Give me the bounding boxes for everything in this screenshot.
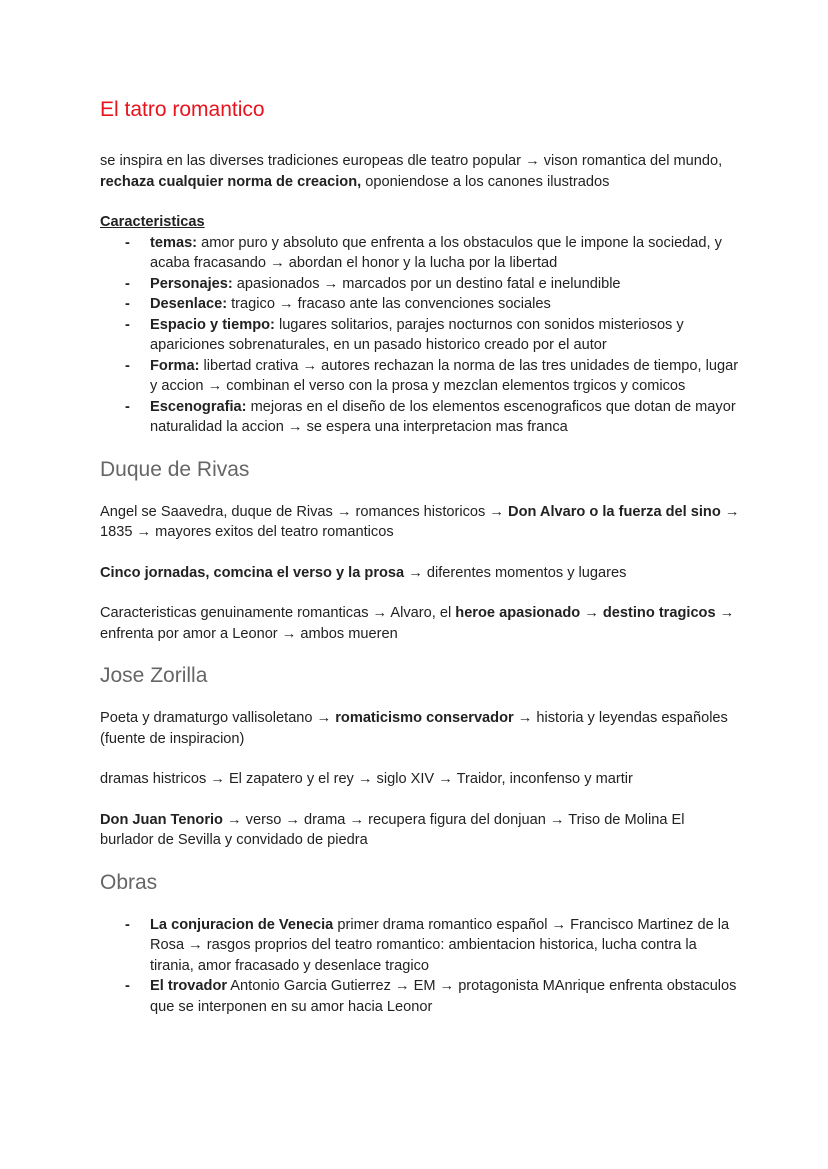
list-item (100, 274, 740, 295)
intro-text-1: se inspira en las diverses tradiciones europeas dle teatro popular → vison romantica del mundo, (100, 153, 723, 169)
zorilla-text-3: → verso → drama → recupera figura del donjuan → Triso de Molina El burlador de Sevilla y convidado de piedra (100, 811, 685, 848)
zorilla-paragraph-3 (100, 810, 740, 851)
dash-bullet: - (125, 234, 130, 251)
dash-bullet: - (125, 357, 130, 374)
section-heading-zorilla: Jose Zorilla (100, 664, 208, 687)
item-label: La conjuracion de Venecia (150, 916, 334, 933)
rivas-bold-4: destino tragicos (602, 605, 716, 621)
intro-text-2: oponiendose a los canones ilustrados (361, 173, 610, 190)
rivas-paragraph-1 (100, 502, 740, 543)
rivas-text-2: → 1835 → mayores exitos del teatro romanticos (100, 503, 740, 540)
caracteristicas-list (100, 233, 740, 438)
item-label: Forma: (150, 357, 200, 374)
zorilla-paragraph-2: dramas histricos → El zapatero y el rey → siglo XIV → Traidor, inconfenso y martir (100, 771, 633, 787)
rivas-text-1: Angel se Saavedra, duque de Rivas → romances historicos → (100, 503, 509, 520)
list-item (100, 397, 740, 438)
item-text: amor puro y absoluto que enfrenta a los obstaculos que le impone la sociedad, y acaba fracasando → abordan el honor y la lucha por la libertad (150, 234, 722, 271)
item-text: tragico → fracaso ante las convenciones sociales (227, 296, 551, 312)
rivas-paragraph-2 (100, 563, 740, 584)
rivas-text-6: → enfrenta por amor a Leonor → ambos mueren (100, 605, 735, 642)
zorilla-bold-1: romaticismo conservador (335, 710, 514, 726)
intro-bold: rechaza cualquier norma de creacion, (100, 173, 362, 190)
list-item (100, 294, 740, 315)
intro-paragraph (100, 151, 740, 192)
zorilla-text-1: Poeta y dramaturgo vallisoletano → (100, 710, 336, 726)
rivas-text-4: Caracteristicas genuinamente romanticas → Alvaro, el (100, 605, 456, 621)
rivas-bold-2: Cinco jornadas, comcina el verso y la prosa (100, 564, 405, 581)
dash-bullet: - (125, 916, 130, 933)
rivas-bold-3: heroe apasionado (455, 605, 581, 621)
section-heading-rivas: Duque de Rivas (100, 457, 250, 481)
list-item (100, 915, 740, 977)
list-item (100, 976, 740, 1017)
caracteristicas-heading: Caracteristicas (100, 214, 205, 230)
rivas-text-5: → (580, 605, 603, 621)
item-text: libertad crativa → autores rechazan la norma de las tres unidades de tiempo, lugar y accion → combinan el verso con la prosa y mezclan elementos trgicos y comicos (150, 357, 739, 394)
page-title: El tatro romantico (100, 98, 265, 121)
dash-bullet: - (125, 316, 130, 333)
item-text: mejoras en el diseño de los elementos escenograficos que dotan de mayor naturalidad la accion → se espera una interpretacion mas franca (150, 398, 736, 435)
item-label: Espacio y tiempo: (150, 316, 275, 333)
zorilla-bold-2: Don Juan Tenorio (100, 811, 223, 828)
section-heading-obras: Obras (100, 870, 158, 894)
obras-list (100, 915, 740, 1018)
item-text: lugares solitarios, parajes nocturnos con sonidos misteriosos y apariciones sobrenaturales, en un pasado historico creado por el autor (150, 316, 684, 353)
item-label: Personajes: (150, 275, 233, 292)
dash-bullet: - (125, 275, 130, 292)
rivas-text-3: → diferentes momentos y lugares (404, 564, 627, 581)
zorilla-paragraph-1 (100, 708, 740, 749)
list-item (100, 315, 740, 356)
dash-bullet: - (125, 296, 130, 312)
zorilla-text-2: → historia y leyendas españoles (fuente de inspiracion) (100, 710, 728, 747)
item-label: Desenlace: (150, 296, 228, 312)
item-label: El trovador (150, 978, 228, 994)
dash-bullet: - (125, 398, 130, 415)
rivas-bold-1: Don Alvaro o la fuerza del sino (508, 503, 721, 520)
list-item (100, 233, 740, 274)
item-label: temas: (150, 234, 198, 251)
item-text: primer drama romantico español → Francisco Martinez de la Rosa → rasgos proprios del teatro romantico: ambientacion historica, lucha contra la tirania, amor fracasado y desenlace tragico (150, 916, 730, 974)
item-label: Escenografia: (150, 398, 247, 415)
dash-bullet: - (125, 978, 130, 994)
rivas-paragraph-3 (100, 603, 740, 644)
list-item (100, 356, 740, 397)
item-text: Antonio Garcia Gutierrez → EM → protagonista MAnrique enfrenta obstaculos que se interponen en su amor hacia Leonor (150, 978, 737, 1015)
document-page (100, 96, 740, 1017)
item-text: apasionados → marcados por un destino fatal e inelundible (232, 275, 621, 292)
